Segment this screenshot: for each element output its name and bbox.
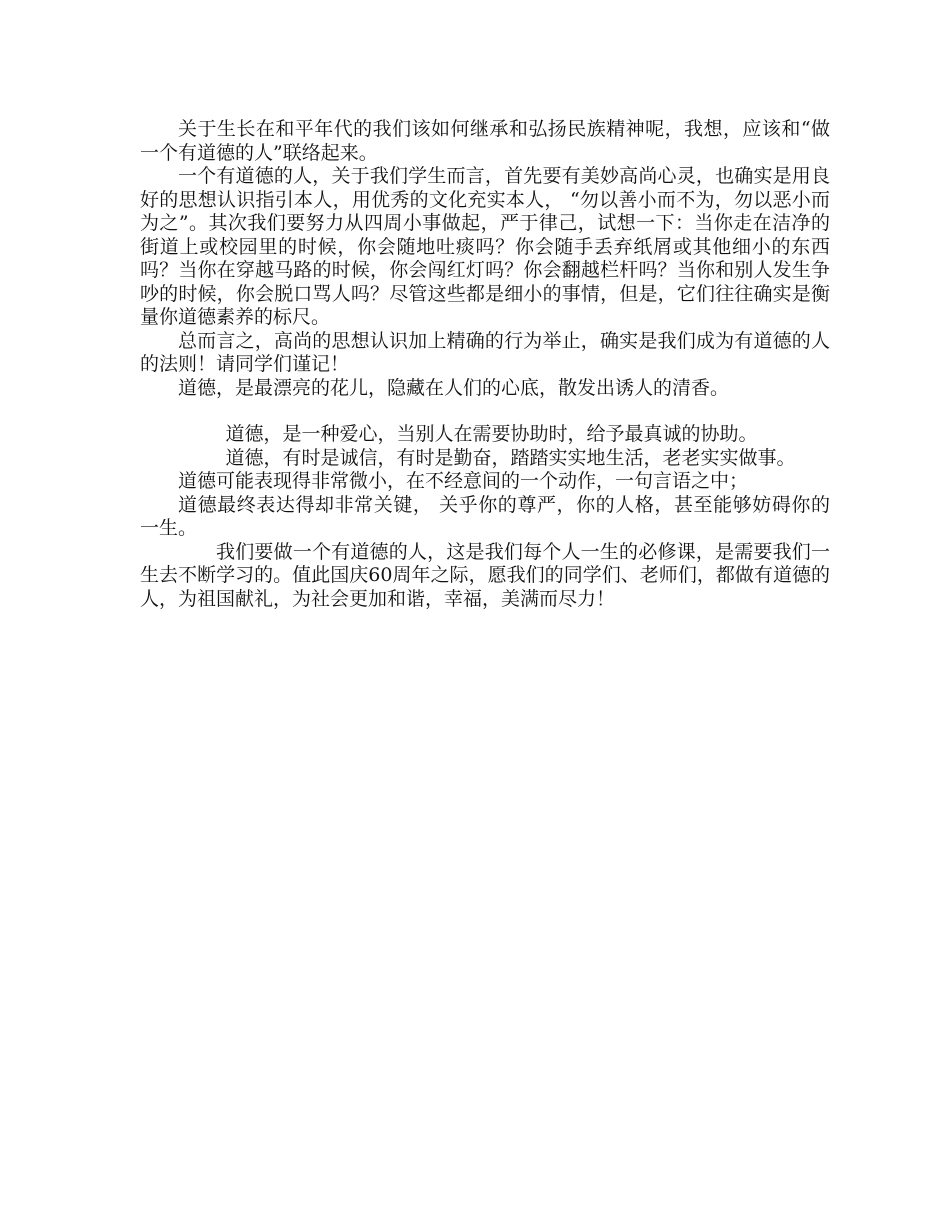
- paragraph-morality-small: 道德可能表现得非常微小，在不经意间的一个动作，一句言语之中；: [178, 470, 749, 492]
- paragraph-morality-important: 道德最终表达得却非常关键， 关乎你的尊严，你的人格，甚至能够妨碍你的一生。: [140, 493, 830, 539]
- paragraph-summary: 总而言之，高尚的思想认识加上精确的行为举止，确实是我们成为有道德的人的法则！请同学们谨记！: [140, 329, 830, 375]
- paragraph-conclusion: 我们要做一个有道德的人，这是我们每个人一生的必修课，是需要我们一生去不断学习的。值此国庆60周年之际，愿我们的同学们、老师们，都做有道德的人，为祖国献礼，为社会更加和谐，幸福，美满而尽力！: [140, 540, 830, 610]
- paragraph-moral-person: 一个有道德的人，关于我们学生而言，首先要有美妙高尚心灵，也确实是用良好的思想认识指引本人，用优秀的文化充实本人， “勿以善小而不为，勿以恶小而为之”。其次我们要努力从四周小事做起，严于律己，试想一下：当你走在洁净的街道上或校园里的时候，你会随地吐痰吗？你会随手丢弃纸屑或其他细小的东西吗？当你在穿越马路的时候，你会闯红灯吗？你会翻越栏杆吗？当你和别人发生争吵的时候，你会脱口骂人吗？尽管这些都是细小的事情，但是，它们往往确实是衡量你道德素养的标尺。: [140, 165, 830, 328]
- paragraph-morality-love: 道德，是一种爱心，当别人在需要协助时，给予最真诚的协助。: [225, 423, 758, 445]
- paragraph-morality-flower: 道德，是最漂亮的花儿，隐藏在人们的心底，散发出诱人的清香。: [178, 376, 730, 399]
- document-body: [140, 118, 830, 611]
- paragraph-morality-honesty: 道德，有时是诚信，有时是勤奋，踏踏实实地生活，老老实实做事。: [225, 446, 796, 469]
- paragraph-intro: 关于生长在和平年代的我们该如何继承和弘扬民族精神呢，我想，应该和“做一个有道德的人”联络起来。: [140, 118, 830, 164]
